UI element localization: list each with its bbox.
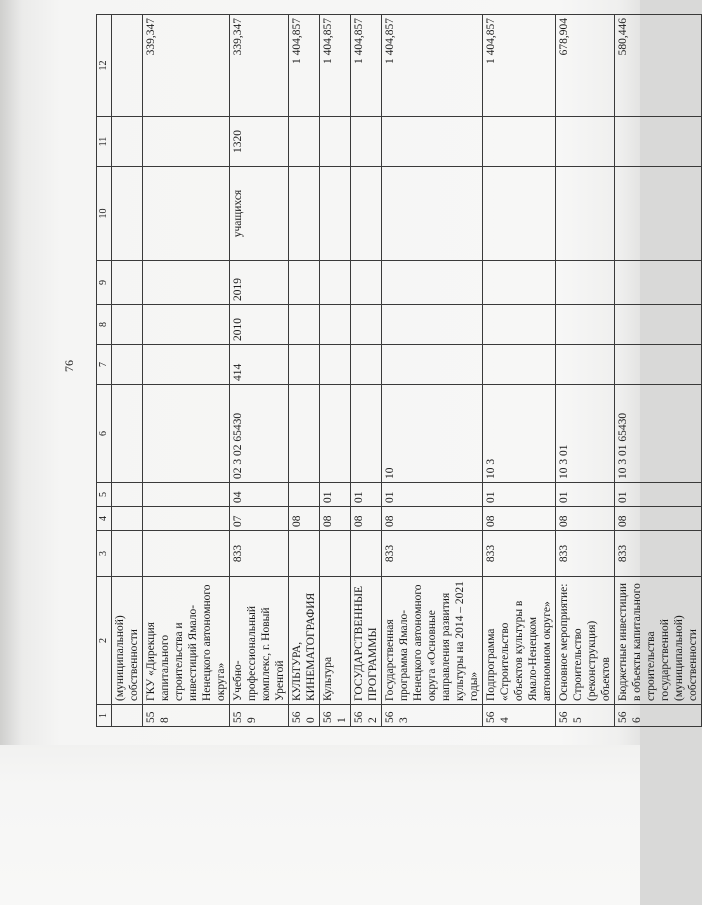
table-row xyxy=(483,15,556,727)
amount-cell: 1 404,857 xyxy=(320,15,351,117)
unit-cell xyxy=(351,167,382,261)
expense-type-cell xyxy=(556,345,615,385)
amount-cell: 1 404,857 xyxy=(351,15,382,117)
code-cell xyxy=(143,531,230,577)
unit-cell xyxy=(320,167,351,261)
budget-table xyxy=(96,14,702,727)
amount-cell: 580,446 xyxy=(615,15,702,117)
row-number-cell: 563 xyxy=(382,705,483,727)
start-year-cell: 2010 xyxy=(230,305,289,345)
target-article-cell: 10 3 01 xyxy=(556,385,615,483)
subsection-cell: 01 xyxy=(556,483,615,507)
capacity-cell xyxy=(351,117,382,167)
code-cell xyxy=(289,531,320,577)
unit-cell xyxy=(382,167,483,261)
table-row xyxy=(320,15,351,727)
unit-cell xyxy=(112,167,143,261)
expense-type-cell: 414 xyxy=(230,345,289,385)
code-cell: 833 xyxy=(483,531,556,577)
header-cell: 1 xyxy=(97,705,112,727)
name-cell: ГОСУДАРСТВЕННЫЕ ПРОГРАММЫ xyxy=(351,577,382,705)
row-number-cell: 564 xyxy=(483,705,556,727)
start-year-cell xyxy=(556,305,615,345)
subsection-cell xyxy=(143,483,230,507)
section-cell: 08 xyxy=(320,507,351,531)
name-cell: Культура xyxy=(320,577,351,705)
header-cell: 11 xyxy=(97,117,112,167)
target-article-cell xyxy=(351,385,382,483)
start-year-cell xyxy=(112,305,143,345)
target-article-cell xyxy=(112,385,143,483)
start-year-cell xyxy=(615,305,702,345)
page-number: 76 xyxy=(62,360,76,372)
header-cell: 8 xyxy=(97,305,112,345)
subsection-cell: 01 xyxy=(351,483,382,507)
expense-type-cell xyxy=(615,345,702,385)
start-year-cell xyxy=(382,305,483,345)
start-year-cell xyxy=(289,305,320,345)
unit-cell xyxy=(289,167,320,261)
start-year-cell xyxy=(351,305,382,345)
target-article-cell xyxy=(143,385,230,483)
section-cell xyxy=(143,507,230,531)
code-cell: 833 xyxy=(615,531,702,577)
header-cell: 10 xyxy=(97,167,112,261)
capacity-cell xyxy=(382,117,483,167)
capacity-cell xyxy=(615,117,702,167)
section-cell: 08 xyxy=(556,507,615,531)
end-year-cell xyxy=(320,261,351,305)
row-number-cell: 559 xyxy=(230,705,289,727)
target-article-cell xyxy=(320,385,351,483)
target-article-cell: 02 3 02 65430 xyxy=(230,385,289,483)
capacity-cell xyxy=(320,117,351,167)
row-number-cell: 558 xyxy=(143,705,230,727)
start-year-cell xyxy=(483,305,556,345)
unit-cell xyxy=(556,167,615,261)
section-cell: 07 xyxy=(230,507,289,531)
header-cell: 9 xyxy=(97,261,112,305)
end-year-cell: 2019 xyxy=(230,261,289,305)
expense-type-cell xyxy=(351,345,382,385)
name-cell: ГКУ «Дирекция капитального строительства и инвестиций Ямало-Ненецкого автономного округа» xyxy=(143,577,230,705)
code-cell: 833 xyxy=(556,531,615,577)
rotated-table-container xyxy=(96,15,699,727)
amount-cell: 339,347 xyxy=(143,15,230,117)
code-cell xyxy=(320,531,351,577)
end-year-cell xyxy=(615,261,702,305)
section-cell: 08 xyxy=(483,507,556,531)
subsection-cell: 01 xyxy=(615,483,702,507)
capacity-cell xyxy=(112,117,143,167)
amount-cell: 1 404,857 xyxy=(382,15,483,117)
page-bottom-margin xyxy=(0,745,640,905)
code-cell: 833 xyxy=(230,531,289,577)
amount-cell: 1 404,857 xyxy=(289,15,320,117)
unit-cell: учащихся xyxy=(230,167,289,261)
capacity-cell xyxy=(289,117,320,167)
target-article-cell: 10 3 01 65430 xyxy=(615,385,702,483)
unit-cell xyxy=(615,167,702,261)
capacity-cell xyxy=(483,117,556,167)
section-cell: 08 xyxy=(351,507,382,531)
table-row xyxy=(230,15,289,727)
section-cell xyxy=(112,507,143,531)
table-row xyxy=(289,15,320,727)
expense-type-cell xyxy=(483,345,556,385)
expense-type-cell xyxy=(143,345,230,385)
target-article-cell xyxy=(289,385,320,483)
row-number-cell xyxy=(112,705,143,727)
capacity-cell xyxy=(143,117,230,167)
name-cell: Государственная программа Ямало-Ненецкого автономного округа «Основные направления развития культуры на 2014 – 2021 годы» xyxy=(382,577,483,705)
end-year-cell xyxy=(556,261,615,305)
end-year-cell xyxy=(382,261,483,305)
expense-type-cell xyxy=(289,345,320,385)
header-cell: 4 xyxy=(97,507,112,531)
end-year-cell xyxy=(351,261,382,305)
table-header-row xyxy=(97,15,112,727)
row-number-cell: 561 xyxy=(320,705,351,727)
header-cell: 12 xyxy=(97,15,112,117)
capacity-cell xyxy=(556,117,615,167)
table-row xyxy=(112,15,143,727)
unit-cell xyxy=(483,167,556,261)
subsection-cell: 01 xyxy=(382,483,483,507)
name-cell: (муниципальной) собственности xyxy=(112,577,143,705)
table-row xyxy=(556,15,615,727)
capacity-cell: 1320 xyxy=(230,117,289,167)
table-row xyxy=(351,15,382,727)
name-cell: Учебно-профессиональный комплекс, г. Новый Уренгой xyxy=(230,577,289,705)
header-cell: 7 xyxy=(97,345,112,385)
row-number-cell: 560 xyxy=(289,705,320,727)
header-cell: 5 xyxy=(97,483,112,507)
amount-cell: 339,347 xyxy=(230,15,289,117)
section-cell: 08 xyxy=(289,507,320,531)
code-cell xyxy=(112,531,143,577)
name-cell: Бюджетные инвестиции в объекты капитального строительства государственной (муниципальной) собственности xyxy=(615,577,702,705)
subsection-cell: 04 xyxy=(230,483,289,507)
table-row xyxy=(382,15,483,727)
subsection-cell: 01 xyxy=(483,483,556,507)
end-year-cell xyxy=(289,261,320,305)
end-year-cell xyxy=(112,261,143,305)
expense-type-cell xyxy=(382,345,483,385)
section-cell: 08 xyxy=(615,507,702,531)
code-cell: 833 xyxy=(382,531,483,577)
row-number-cell: 562 xyxy=(351,705,382,727)
expense-type-cell xyxy=(320,345,351,385)
amount-cell: 678,904 xyxy=(556,15,615,117)
code-cell xyxy=(351,531,382,577)
expense-type-cell xyxy=(112,345,143,385)
header-cell: 6 xyxy=(97,385,112,483)
target-article-cell: 10 3 xyxy=(483,385,556,483)
subsection-cell xyxy=(112,483,143,507)
subsection-cell xyxy=(289,483,320,507)
end-year-cell xyxy=(143,261,230,305)
unit-cell xyxy=(143,167,230,261)
row-number-cell: 565 xyxy=(556,705,615,727)
name-cell: Подпрограмма «Строительство объектов культуры в Ямало-Ненецком автономном округе» xyxy=(483,577,556,705)
subsection-cell: 01 xyxy=(320,483,351,507)
name-cell: КУЛЬТУРА, КИНЕМАТОГРАФИЯ xyxy=(289,577,320,705)
table-row xyxy=(143,15,230,727)
section-cell: 08 xyxy=(382,507,483,531)
target-article-cell: 10 xyxy=(382,385,483,483)
header-cell: 2 xyxy=(97,577,112,705)
start-year-cell xyxy=(143,305,230,345)
end-year-cell xyxy=(483,261,556,305)
table-row xyxy=(615,15,702,727)
header-cell: 3 xyxy=(97,531,112,577)
amount-cell xyxy=(112,15,143,117)
start-year-cell xyxy=(320,305,351,345)
amount-cell: 1 404,857 xyxy=(483,15,556,117)
row-number-cell: 566 xyxy=(615,705,702,727)
name-cell: Основное мероприятие: Строительство (реконструкция) объектов xyxy=(556,577,615,705)
